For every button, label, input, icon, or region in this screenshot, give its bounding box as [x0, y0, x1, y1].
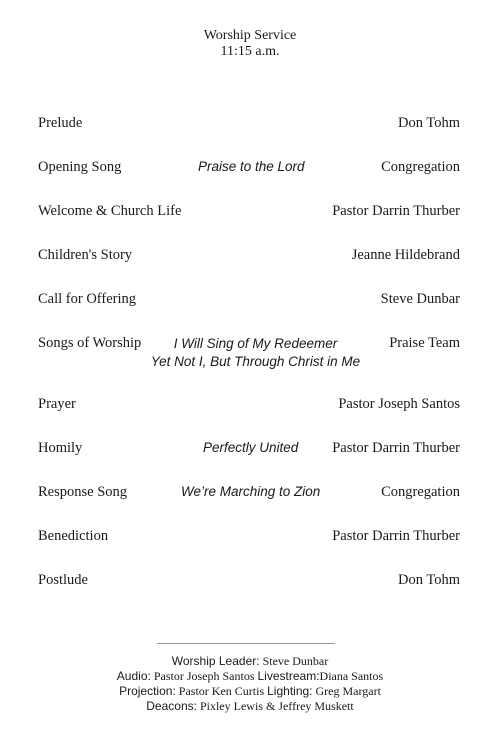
credits-line-projection: [0, 684, 500, 699]
order-item-person: Pastor Darrin Thurber: [332, 528, 460, 544]
order-item-person: Don Tohm: [398, 572, 460, 588]
order-item-label: Children's Story: [38, 247, 133, 263]
order-item-label: Prayer: [38, 396, 76, 412]
order-item-label: Welcome & Church Life: [38, 203, 182, 219]
order-item-prayer: [38, 396, 460, 416]
order-item-childrens-story: [38, 247, 460, 267]
order-item-benediction: [38, 528, 460, 548]
order-item-songs-of-worship: [38, 335, 460, 375]
order-item-song: Praise to the Lord: [198, 159, 305, 174]
deacons-role: Deacons:: [146, 699, 197, 713]
service-time: 11:15 a.m.: [220, 44, 280, 59]
service-title: Worship Service: [203, 28, 297, 43]
service-header: [0, 28, 500, 60]
audio-name: Pastor Joseph Santos: [153, 669, 255, 683]
order-item-welcome: [38, 203, 460, 223]
order-item-homily: [38, 440, 460, 460]
order-item-song: We’re Marching to Zion: [181, 484, 321, 499]
order-item-person: Don Tohm: [398, 115, 460, 131]
projection-role: Projection:: [119, 684, 176, 698]
order-item-person: Congregation: [381, 159, 460, 175]
order-item-label: Homily: [38, 440, 83, 456]
order-item-person: Praise Team: [389, 335, 460, 351]
credits-line-audio: [0, 669, 500, 684]
worship-leader-role: Worship Leader:: [171, 654, 260, 668]
order-item-postlude: [38, 572, 460, 592]
credits-line-deacons: [0, 699, 500, 714]
order-item-label: Call for Offering: [38, 291, 136, 307]
order-item-prelude: [38, 115, 460, 135]
order-item-person: Jeanne Hildebrand: [351, 247, 460, 263]
order-item-song: I Will Sing of My Redeemer: [173, 336, 338, 351]
livestream-role: Livestream:: [257, 669, 320, 683]
credits-line-worship-leader: [0, 654, 500, 669]
order-item-opening-song: [38, 159, 460, 179]
order-item-label: Opening Song: [38, 159, 122, 175]
worship-leader-name: Steve Dunbar: [262, 654, 329, 668]
order-item-label: Benediction: [38, 528, 109, 544]
order-item-song: Perfectly United: [203, 440, 299, 455]
order-item-label: Songs of Worship: [38, 335, 142, 351]
livestream-name: Diana Santos: [319, 669, 384, 683]
lighting-name: Greg Margart: [315, 684, 381, 698]
order-item-person: Steve Dunbar: [380, 291, 460, 307]
order-item-person: Pastor Joseph Santos: [338, 396, 460, 412]
projection-name: Pastor Ken Curtis: [178, 684, 265, 698]
order-item-song-second: Yet Not I, But Through Christ in Me: [150, 354, 361, 369]
order-item-person: Congregation: [381, 484, 460, 500]
order-item-songs: [148, 335, 363, 371]
order-item-label: Prelude: [38, 115, 83, 131]
credits-divider: [157, 643, 335, 644]
order-item-person: Pastor Darrin Thurber: [332, 440, 460, 456]
order-item-call-for-offering: [38, 291, 460, 311]
order-item-label: Postlude: [38, 572, 88, 588]
order-item-label: Response Song: [38, 484, 128, 500]
credits: [0, 654, 500, 714]
order-item-person: Pastor Darrin Thurber: [332, 203, 460, 219]
audio-role: Audio:: [116, 669, 151, 683]
order-item-response-song: [38, 484, 460, 504]
lighting-role: Lighting:: [267, 684, 313, 698]
deacons-name: Pixley Lewis & Jeffrey Muskett: [199, 699, 354, 713]
